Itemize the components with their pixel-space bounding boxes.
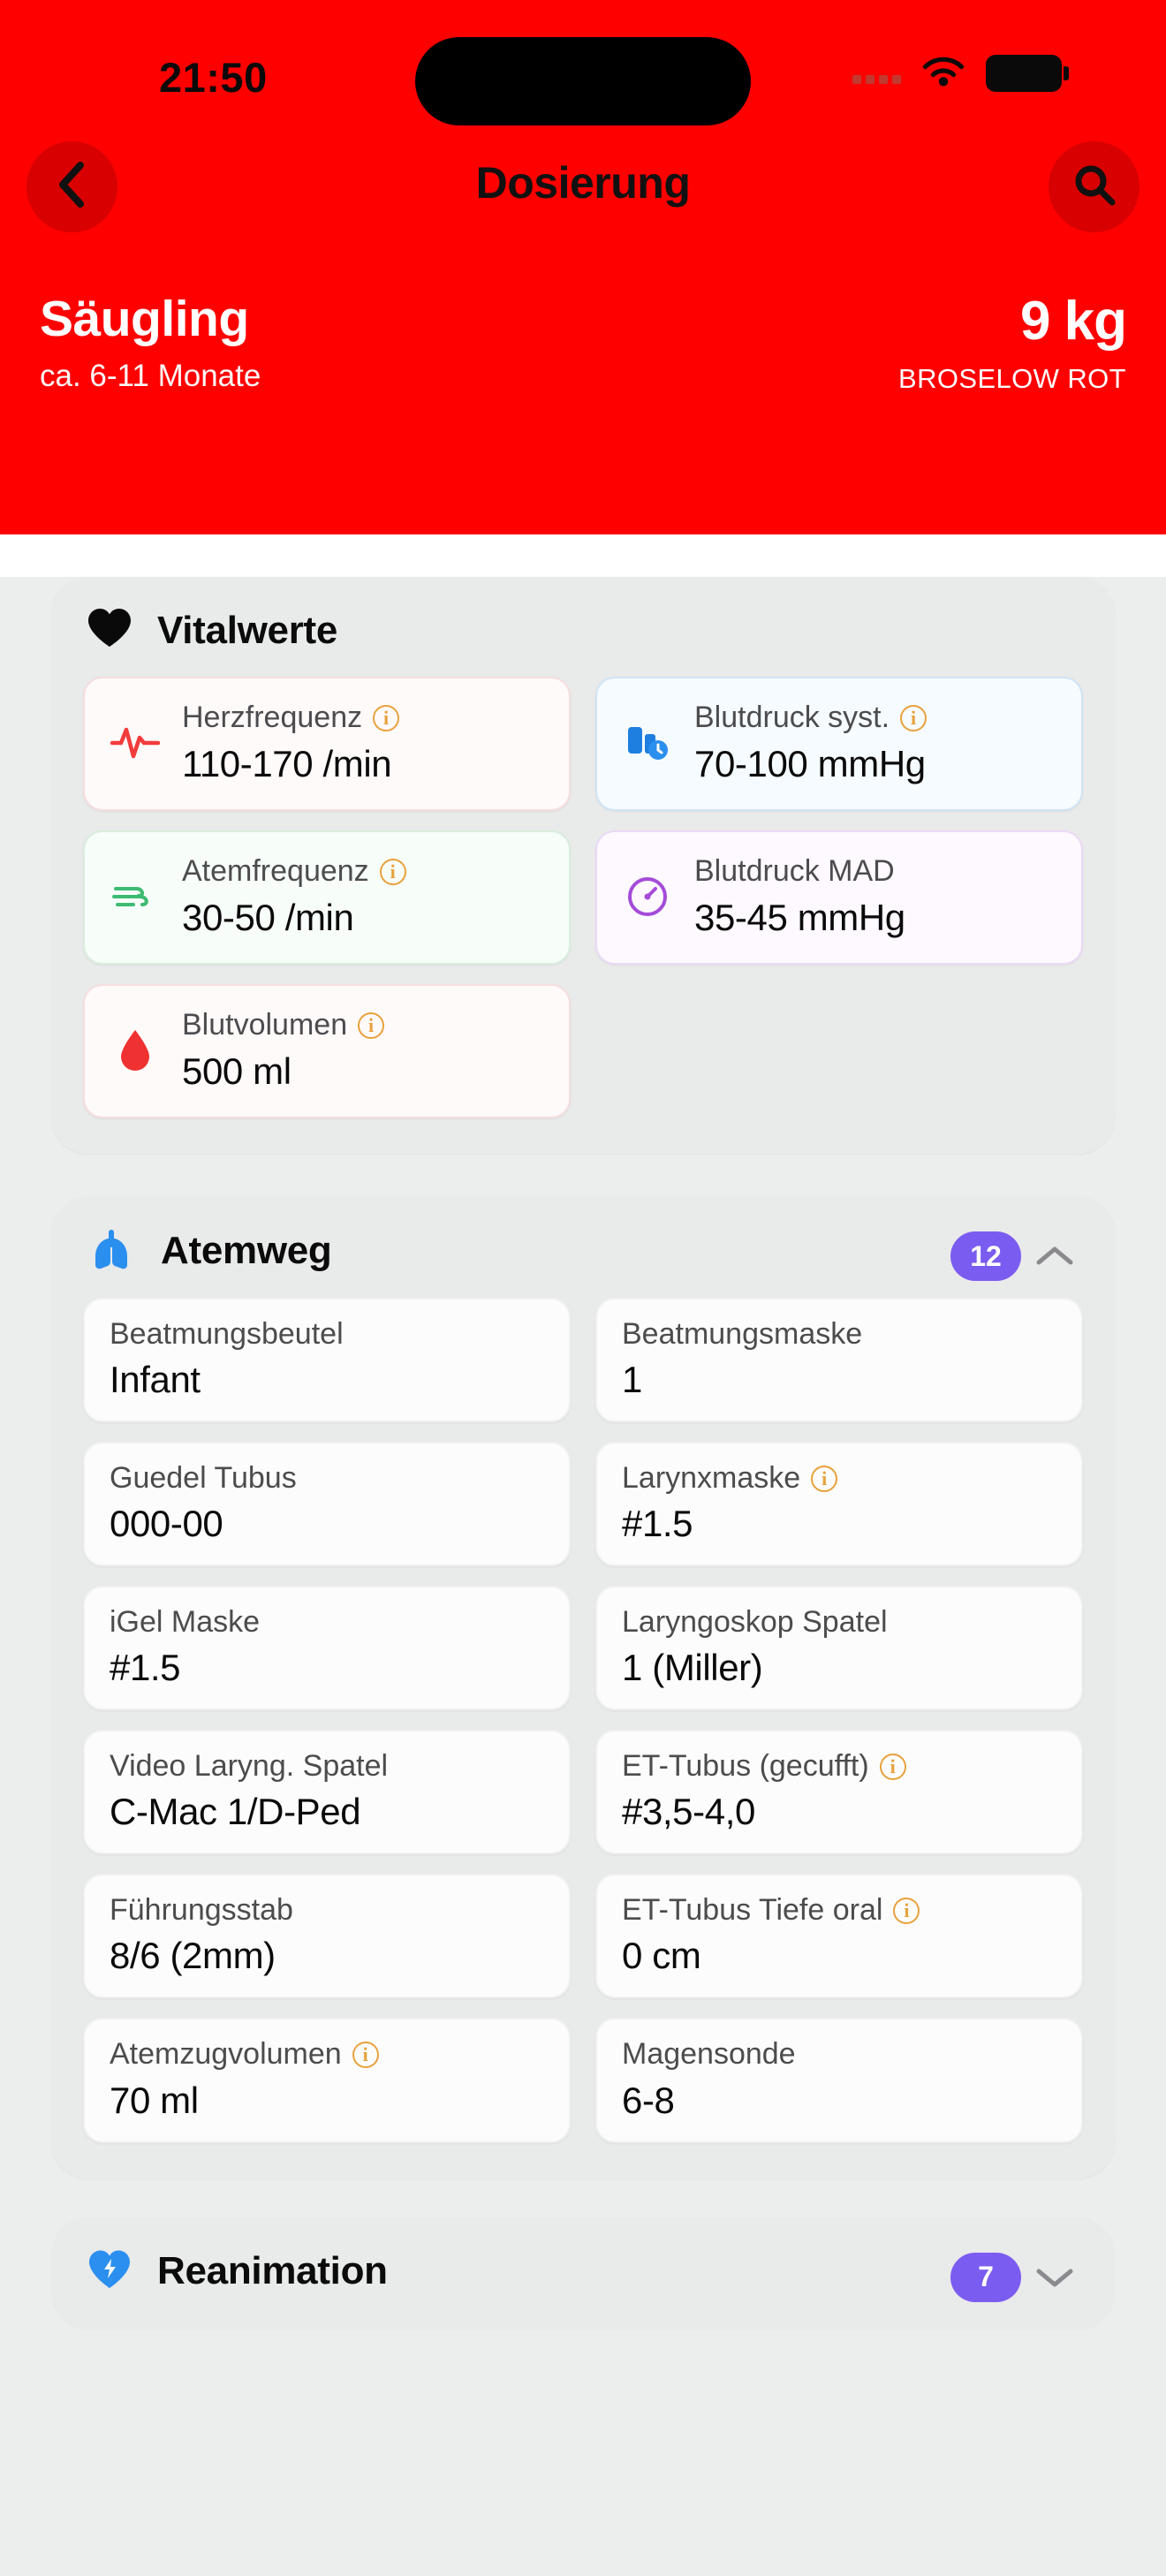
patient-weight: 9 kg [1019,291,1126,352]
broselow-code: BROSELOW ROT [898,363,1126,394]
tile-value: #1.5 [110,1647,181,1689]
bloodpressure-icon [620,722,675,764]
vitalwerte-grid [83,677,1083,1118]
status-indicators [852,55,1062,92]
app-header [0,0,1166,534]
tile-value: 110-170 /min [182,742,392,784]
tile-beatmungsmaske[interactable] [595,1298,1083,1422]
tile-value: 0 cm [622,1935,701,1977]
tile-label: ET-Tubus Tiefe oral [622,1893,883,1928]
patient-age: ca. 6-11 Monate [40,358,261,393]
tile-label: Atemfrequenz [182,854,369,889]
lungs-icon [87,1226,136,1275]
tile-label: Magensonde [622,2037,796,2072]
tile-label: Führungsstab [110,1893,293,1928]
page-title: Dosierung [475,158,691,208]
tile-label: Beatmungsbeutel [110,1317,344,1351]
tile-label: Atemzugvolumen [110,2037,342,2072]
dynamic-island [415,37,751,125]
chevron-down-icon[interactable] [1032,2254,1078,2300]
tile-blutdruck-syst[interactable] [595,677,1083,811]
info-icon[interactable]: i [900,705,927,731]
tile-laryngoskop-spatel[interactable] [595,1586,1083,1710]
tile-value: 500 ml [182,1049,292,1092]
tile-igel-maske[interactable] [83,1586,571,1710]
info-icon[interactable]: i [352,2042,379,2068]
tile-et-tubus-gecufft[interactable] [595,1730,1083,1854]
tile-larynxmaske[interactable] [595,1442,1083,1566]
tile-value: 8/6 (2mm) [110,1935,276,1977]
tile-atemfrequenz[interactable] [83,830,571,965]
tile-value: 70-100 mmHg [694,742,926,784]
cellular-signal-icon [852,63,901,84]
tile-label: Herzfrequenz [182,701,363,735]
tile-label: iGel Maske [110,1605,261,1640]
heart-bolt-icon [87,2247,132,2296]
tile-blutdruck-mad[interactable] [595,830,1083,965]
tile-beatmungsbeutel[interactable] [83,1298,571,1422]
search-icon [1071,162,1117,212]
section-title: Vitalwerte [157,608,338,652]
tile-value: C-Mac 1/D-Ped [110,1791,361,1833]
info-icon[interactable]: i [880,1754,906,1780]
patient-name: Säugling [40,291,249,347]
tile-video-laryng-spatel[interactable] [83,1730,571,1854]
tile-label: Guedel Tubus [110,1461,297,1496]
wifi-icon [920,57,966,90]
section-vitalwerte [51,577,1115,1154]
tile-value: 35-45 mmHg [694,896,905,938]
tile-value: 1 [622,1359,642,1401]
section-header-reanimation[interactable] [83,2247,1083,2296]
tile-label: Laryngoskop Spatel [622,1605,888,1640]
tile-label: Beatmungsmaske [622,1317,863,1351]
blood-drop-icon [108,1027,163,1073]
info-icon[interactable]: i [358,1012,384,1039]
tile-label: Larynxmaske [622,1461,801,1496]
tile-herzfrequenz[interactable] [83,677,571,811]
tile-value: 6-8 [622,2079,675,2121]
section-title: Reanimation [157,2249,388,2293]
tile-label: Blutdruck MAD [694,854,895,889]
tile-label: Blutdruck syst. [694,701,890,735]
section-header-atemweg[interactable] [83,1226,1083,1275]
tile-label: ET-Tubus (gecufft) [622,1749,869,1784]
status-time: 21:50 [159,54,268,101]
heartrate-wave-icon [108,724,163,761]
section-title: Atemweg [161,1228,332,1272]
section-badge: 12 [950,1231,1021,1281]
tile-value: #1.5 [622,1503,693,1545]
content-area [0,577,1166,2576]
tile-guedel-tubus[interactable] [83,1442,571,1566]
section-badge: 7 [950,2253,1021,2302]
heart-icon [87,607,132,654]
breath-icon [108,878,163,915]
chevron-up-icon[interactable] [1032,1233,1078,1279]
tile-blutvolumen[interactable] [83,984,571,1118]
info-icon[interactable]: i [373,705,399,731]
tile-label: Video Laryng. Spatel [110,1749,389,1784]
tile-value: 70 ml [110,2079,199,2121]
section-atemweg [51,1196,1115,2178]
tile-value: 30-50 /min [182,896,354,938]
tile-value: #3,5-4,0 [622,1791,755,1833]
info-icon[interactable]: i [380,859,406,885]
nav-bar [0,133,1166,247]
tile-label: Blutvolumen [182,1008,348,1042]
gauge-icon [620,874,675,920]
battery-icon [986,55,1062,92]
search-button[interactable] [1049,141,1140,232]
tile-magensonde[interactable] [595,2018,1083,2142]
info-icon[interactable]: i [893,1898,920,1924]
atemweg-grid [83,1298,1083,2143]
info-icon[interactable]: i [811,1466,837,1492]
tile-fuehrungsstab[interactable] [83,1874,571,1998]
tile-value: 000-00 [110,1503,223,1545]
patient-summary [0,247,1166,459]
section-reanimation[interactable] [51,2217,1115,2330]
tile-value: 1 (Miller) [622,1647,763,1689]
tile-et-tubus-tiefe-oral[interactable] [595,1874,1083,1998]
tile-atemzugvolumen[interactable] [83,2018,571,2142]
section-header-vitalwerte[interactable] [83,607,1083,654]
status-bar [0,0,1166,133]
tile-value: Infant [110,1359,201,1401]
